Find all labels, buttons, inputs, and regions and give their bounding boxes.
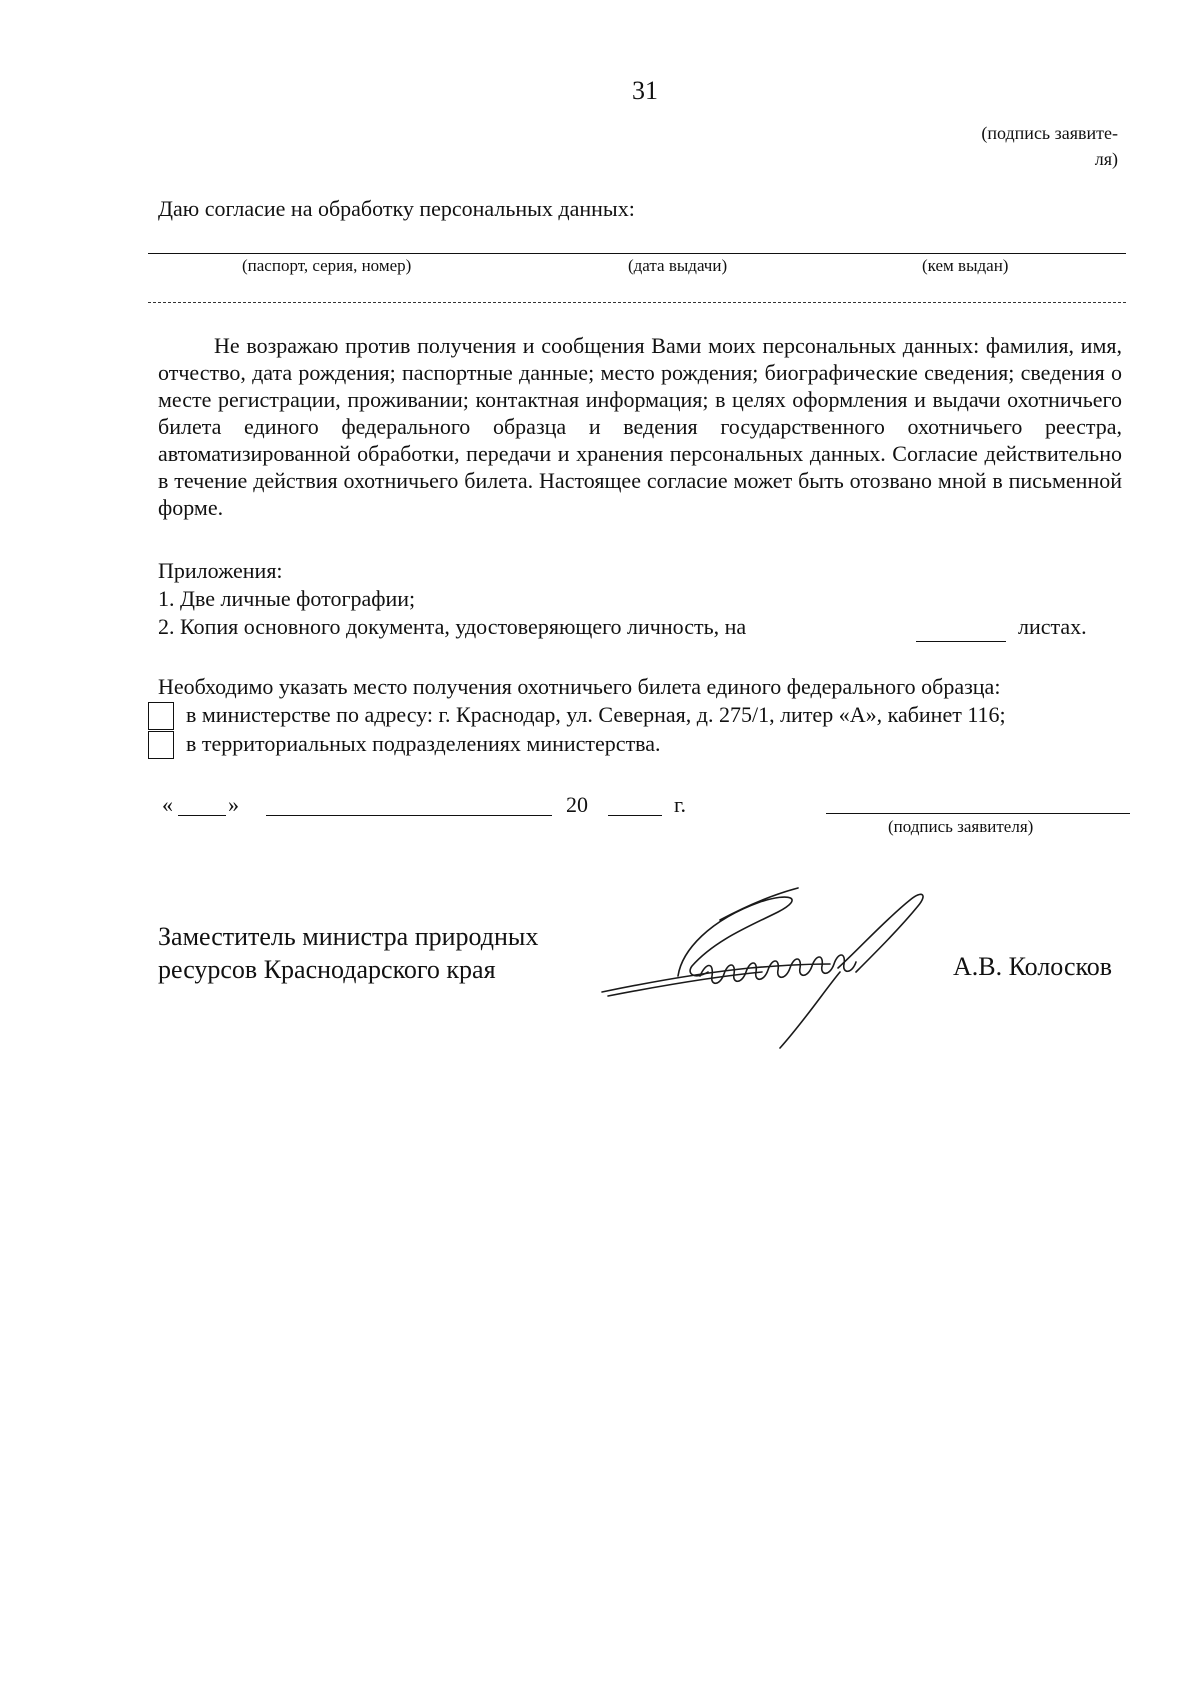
pickup-option-ministry-checkbox[interactable] — [148, 702, 174, 730]
year-suffix: г. — [674, 792, 687, 817]
sheet-count-blank — [916, 641, 1006, 642]
pickup-option-ministry-label: в министерстве по адресу: г. Краснодар, ул. Северная, д. 275/1, литер «А», кабинет 116; — [186, 702, 1006, 727]
page-number: 31 — [632, 76, 658, 105]
official-name: А.В. Колосков — [953, 952, 1113, 981]
consent-heading: Даю согласие на обработку персональных данных: — [158, 196, 635, 221]
issued-by-caption: (кем выдан) — [922, 256, 1009, 275]
month-blank — [266, 815, 552, 816]
applicant-signature-caption: (подпись заявителя) — [888, 817, 1034, 836]
date-open-quote: « — [162, 792, 173, 817]
appendix-heading: Приложения: — [158, 558, 283, 583]
appendix-item-2-suffix: листах. — [1018, 614, 1087, 639]
day-blank — [178, 815, 226, 816]
passport-caption: (паспорт, серия, номер) — [242, 256, 412, 275]
consent-paragraph: Не возражаю против получения и сообщения Вами моих персональных данных: фамилия, имя, отчество, дата рождения; паспортные данные; место рождения; биографические сведения; сведения о месте регистрации, проживании; контактная информация; в целях оформления и выдачи охотничьего билета единого федерального образца и ведения государственного охотничьего реестра, автоматизированной обработки, передачи и хранения персональных данных. Согласие действительно в течение действия охотничьего билета. Настоящее согласие может быть отозвано мной в письменной форме. — [158, 333, 1122, 520]
date-close-quote: » — [228, 792, 239, 817]
signature-stroke — [780, 972, 840, 1048]
issue-date-caption: (дата выдачи) — [628, 256, 728, 275]
signature-stroke — [838, 894, 923, 972]
signature-note-line-2: ля) — [1094, 149, 1118, 169]
year-blank — [608, 815, 662, 816]
handwritten-signature — [600, 880, 980, 1050]
applicant-signature-note-top — [958, 120, 1118, 172]
signature-stroke — [608, 972, 762, 996]
official-title-line-1: Заместитель министра природных — [158, 922, 539, 951]
signature-stroke — [678, 897, 792, 976]
signature-stroke — [700, 955, 856, 983]
signature-note-line-1: (подпись заявите- — [981, 123, 1118, 143]
year-prefix: 20 — [566, 792, 588, 817]
passport-second-line — [148, 302, 1126, 303]
appendix-item-1: 1. Две личные фотографии; — [158, 586, 416, 611]
pickup-option-territorial-label: в территориальных подразделениях министерства. — [186, 731, 661, 756]
official-title — [158, 920, 618, 986]
pickup-option-territorial-checkbox[interactable] — [148, 731, 174, 759]
appendix-item-2: 2. Копия основного документа, удостоверяющего личность, на — [158, 614, 747, 639]
official-title-line-2: ресурсов Краснодарского края — [158, 955, 496, 984]
passport-data-line — [148, 253, 1126, 254]
pickup-heading: Необходимо указать место получения охотничьего билета единого федерального образца: — [158, 674, 1001, 699]
applicant-signature-line — [826, 813, 1130, 814]
